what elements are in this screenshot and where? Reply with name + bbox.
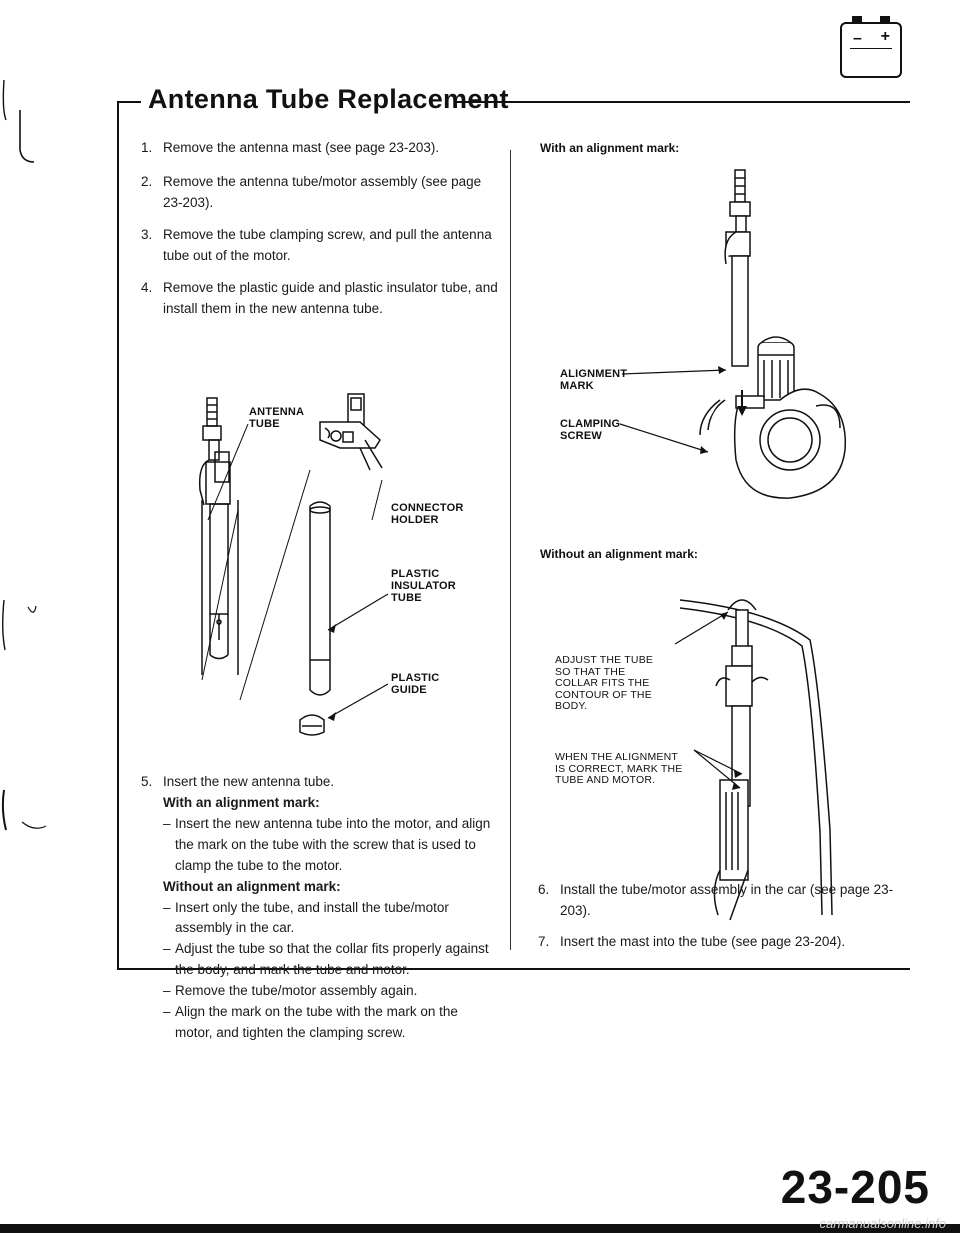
bottom-rule	[0, 1224, 960, 1233]
step-text: Remove the tube clamping screw, and pull the antenna tube out of the motor.	[163, 227, 492, 263]
label-alignment-mark: ALIGNMENT MARK	[560, 368, 628, 393]
without-mark-item: – Insert only the tube, and install the tube/motor assembly in the car.	[163, 898, 498, 940]
step-5	[141, 772, 498, 1044]
label-clamping-screw: CLAMPING SCREW	[560, 418, 621, 443]
title-rule	[455, 101, 910, 103]
without-mark-item: – Remove the tube/motor assembly again.	[163, 981, 498, 1002]
watermark: carmanualsonline.info	[819, 1216, 946, 1231]
frame-corner	[117, 101, 141, 103]
step-2	[141, 172, 498, 214]
label-plastic-insulator-tube: PLASTIC INSULATOR TUBE	[391, 568, 456, 605]
with-mark-item: – Insert the new antenna tube into the motor, and align the mark on the tube with the screw that is used to clamp the tube to the motor.	[163, 814, 498, 877]
label-antenna-tube: ANTENNA TUBE	[249, 406, 305, 431]
step-text: Install the tube/motor assembly in the car (see page 23-203).	[560, 882, 894, 918]
column-divider	[510, 150, 511, 950]
page-title: Antenna Tube Replacement	[148, 84, 509, 114]
step-number: 6.	[538, 882, 550, 897]
step-number: 5.	[141, 774, 153, 789]
step-number: 7.	[538, 934, 550, 949]
step-text: Insert the new antenna tube.	[163, 774, 335, 789]
step-1	[141, 138, 493, 159]
with-mark-heading: With an alignment mark:	[163, 794, 320, 810]
step-3	[141, 225, 498, 267]
without-mark-item: – Adjust the tube so that the collar fits properly against the body, and mark the tube and motor.	[163, 939, 498, 981]
step-7	[538, 932, 905, 953]
step-text: Insert the mast into the tube (see page 23-204).	[560, 934, 846, 949]
binding-marks	[0, 0, 60, 1000]
battery-icon: – +	[840, 22, 902, 78]
step-number: 1.	[141, 140, 153, 155]
insulator-tube-drawing	[310, 502, 330, 695]
step-text: Remove the antenna mast (see page 23-203).	[163, 140, 440, 155]
step-number: 4.	[141, 280, 153, 295]
label-when-note: WHEN THE ALIGNMENT IS CORRECT, MARK THE TUBE AND MOTOR.	[555, 751, 683, 787]
plastic-guide-drawing	[300, 715, 324, 735]
step-text: Remove the plastic guide and plastic insulator tube, and install them in the new antenna tube.	[163, 280, 498, 316]
label-plastic-guide: PLASTIC GUIDE	[391, 672, 440, 697]
step-text: Remove the antenna tube/motor assembly (see page 23-203).	[163, 174, 482, 210]
tube-collar-adjustment-diagram	[620, 570, 920, 930]
step-number: 2.	[141, 174, 153, 189]
label-connector-holder: CONNECTOR HOLDER	[391, 502, 464, 527]
caption-with-mark: With an alignment mark:	[540, 141, 680, 155]
frame-left-rule	[117, 101, 119, 969]
step-6	[538, 880, 905, 922]
page-number: 23-205	[780, 1161, 930, 1213]
step-number: 3.	[141, 227, 153, 242]
without-mark-item: – Align the mark on the tube with the mark on the motor, and tighten the clamping screw.	[163, 1002, 498, 1044]
connector-holder-drawing	[320, 394, 382, 470]
step-4	[141, 278, 498, 320]
label-adjust-note: ADJUST THE TUBE SO THAT THE COLLAR FITS THE CONTOUR OF THE BODY.	[555, 654, 654, 713]
without-mark-heading: Without an alignment mark:	[163, 878, 341, 894]
caption-without-mark: Without an alignment mark:	[540, 547, 698, 561]
motor-with-alignment-mark-diagram	[540, 160, 900, 520]
